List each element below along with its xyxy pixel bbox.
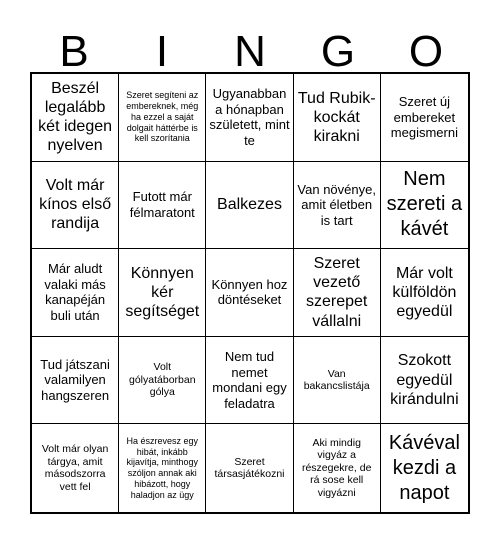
bingo-cell[interactable]: Van növénye, amit életben is tart: [294, 162, 381, 250]
bingo-cell[interactable]: Szokott egyedül kirándulni: [381, 337, 468, 425]
bingo-cell[interactable]: Szeret segíteni az embereknek, még ha ezzel a saját dolgait háttérbe is kell szorítania: [119, 74, 206, 162]
bingo-cell[interactable]: Nem tud nemet mondani egy feladatra: [206, 337, 293, 425]
bingo-cell[interactable]: Beszél legalább két idegen nyelven: [32, 74, 119, 162]
bingo-cell[interactable]: Könnyen hoz döntéseket: [206, 249, 293, 337]
bingo-cell[interactable]: Ha észrevesz egy hibát, inkább kijavítja, minthogy szóljon annak aki hibázott, hogy haladjon az ügy: [119, 424, 206, 512]
bingo-title: [30, 26, 470, 78]
title-letter-i: I: [155, 27, 169, 76]
bingo-card-grid: [30, 72, 470, 514]
bingo-cell[interactable]: Könnyen kér segítséget: [119, 249, 206, 337]
bingo-cell[interactable]: Balkezes: [206, 162, 293, 250]
title-letter-g: G: [320, 27, 356, 76]
bingo-cell[interactable]: Aki mindig vigyáz a részegekre, de rá sose kell vigyázni: [294, 424, 381, 512]
bingo-cell[interactable]: Volt már olyan tárgya, amit másodszorra vett fel: [32, 424, 119, 512]
bingo-cell[interactable]: Szeret új embereket megismerni: [381, 74, 468, 162]
bingo-cell[interactable]: Tud játszani valamilyen hangszeren: [32, 337, 119, 425]
bingo-cell[interactable]: Volt gólyatáborban gólya: [119, 337, 206, 425]
bingo-cell[interactable]: Futott már félmaratont: [119, 162, 206, 250]
title-letter-b: B: [59, 27, 89, 76]
bingo-cell[interactable]: Már aludt valaki más kanapéján buli után: [32, 249, 119, 337]
title-letter-o: O: [408, 27, 444, 76]
bingo-cell[interactable]: Szeret vezető szerepet vállalni: [294, 249, 381, 337]
bingo-cell[interactable]: Kávéval kezdi a napot: [388, 431, 460, 504]
bingo-cell[interactable]: Már volt külföldön egyedül: [381, 249, 468, 337]
bingo-cell[interactable]: Tud Rubik-kockát kirakni: [294, 74, 381, 162]
bingo-cell[interactable]: Szeret társasjátékozni: [206, 424, 293, 512]
title-letter-n: N: [234, 27, 266, 76]
bingo-cell[interactable]: Nem szereti a kávét: [381, 162, 468, 250]
bingo-cell[interactable]: Ugyanabban a hónapban született, mint te: [206, 74, 293, 162]
bingo-cell[interactable]: Van bakancslistája: [294, 337, 381, 425]
bingo-cell[interactable]: Volt már kínos első randija: [32, 162, 119, 250]
